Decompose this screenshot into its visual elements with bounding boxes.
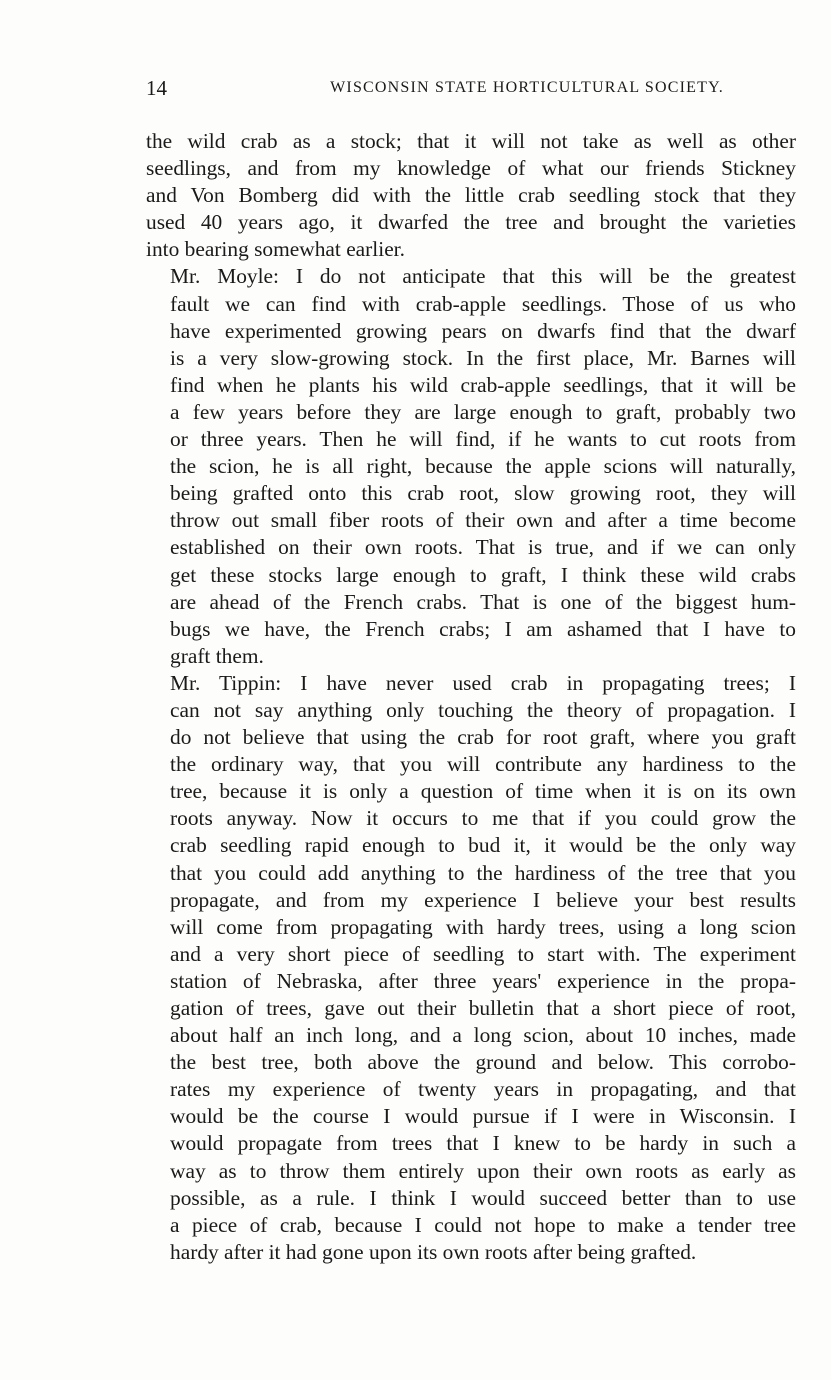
running-head-title: WISCONSIN STATE HORTICULTURAL SOCIETY.	[330, 79, 724, 96]
text-line: a few years before they are large enough to graft, probably two	[170, 399, 796, 424]
text-line: find when he plants his wild crab-apple seedlings, that it will be	[170, 372, 796, 397]
text-line: have experimented growing pears on dwarfs find that the dwarf	[170, 318, 796, 343]
text-line: fault we can find with crab-apple seedlings. Those of us who	[170, 291, 796, 316]
text-line: way as to throw them entirely upon their own roots as early as	[170, 1158, 796, 1183]
text-line: being grafted onto this crab root, slow growing root, they will	[170, 481, 796, 506]
text-line: is a very slow-growing stock. In the first place, Mr. Barnes will	[170, 345, 796, 370]
text-line: the wild crab as a stock; that it will not take as well as other	[146, 129, 796, 153]
text-line: throw out small fiber roots of their own and after a time become	[170, 508, 796, 533]
text-line: graft them.	[170, 643, 264, 668]
text-line: bugs we have, the French crabs; I am ashamed that I have to	[170, 616, 796, 641]
text-line: possible, as a rule. I think I would succeed better than to use	[170, 1185, 796, 1210]
text-line: roots anyway. Now it occurs to me that if you could grow the	[170, 806, 796, 831]
text-line: do not believe that using the crab for root graft, where you graft	[170, 725, 796, 750]
text-line: Mr. Moyle: I do not anticipate that this will be the greatest	[170, 264, 796, 289]
text-line: Mr. Tippin: I have never used crab in propagating trees; I	[170, 670, 796, 695]
paragraph-mr-moyle	[146, 263, 796, 669]
paragraph-continuation	[146, 128, 796, 263]
text-line: would be the course I would pursue if I were in Wisconsin. I	[170, 1104, 796, 1129]
text-line: seedlings, and from my knowledge of what our friends Stickney	[146, 156, 796, 181]
text-line: used 40 years ago, it dwarfed the tree and brought the varieties	[146, 210, 796, 235]
text-line: tree, because it is only a question of time when it is on its own	[170, 779, 796, 804]
text-line: will come from propagating with hardy trees, using a long scion	[170, 914, 796, 939]
page-number: 14	[146, 76, 167, 100]
text-line: about half an inch long, and a long scion, about 10 inches, made	[170, 1023, 796, 1048]
paragraph-mr-tippin	[146, 670, 796, 1266]
text-line: into bearing somewhat earlier.	[146, 237, 405, 262]
text-line: a piece of crab, because I could not hope to make a tender tree	[170, 1212, 796, 1237]
text-line: are ahead of the French crabs. That is one of the biggest hum-	[170, 589, 796, 614]
text-line: would propagate from trees that I knew to be hardy in such a	[170, 1131, 796, 1156]
text-line: or three years. Then he will find, if he wants to cut roots from	[170, 427, 796, 452]
text-line: that you could add anything to the hardiness of the tree that you	[170, 860, 796, 885]
text-line: the ordinary way, that you will contribute any hardiness to the	[170, 752, 796, 777]
text-line: gation of trees, gave out their bulletin that a short piece of root,	[170, 996, 796, 1020]
text-line: and Von Bomberg did with the little crab seedling stock that they	[146, 183, 796, 208]
running-head	[146, 76, 724, 106]
text-line: crab seedling rapid enough to bud it, it would be the only way	[170, 833, 796, 858]
text-line: get these stocks large enough to graft, I think these wild crabs	[170, 562, 796, 587]
text-line: hardy after it had gone upon its own roots after being grafted.	[170, 1239, 697, 1264]
text-line: and a very short piece of seedling to start with. The experiment	[170, 941, 796, 966]
text-line: station of Nebraska, after three years' experience in the propa-	[170, 968, 796, 993]
text-line: established on their own roots. That is true, and if we can only	[170, 535, 796, 560]
text-line: the scion, he is all right, because the apple scions will naturally,	[170, 454, 796, 479]
text-line: rates my experience of twenty years in propagating, and that	[170, 1077, 796, 1102]
text-line: propagate, and from my experience I believe your best results	[170, 887, 796, 912]
text-line: the best tree, both above the ground and below. This corrobo-	[170, 1050, 796, 1075]
body-text	[146, 128, 796, 1266]
text-line: can not say anything only touching the theory of propagation. I	[170, 697, 796, 722]
